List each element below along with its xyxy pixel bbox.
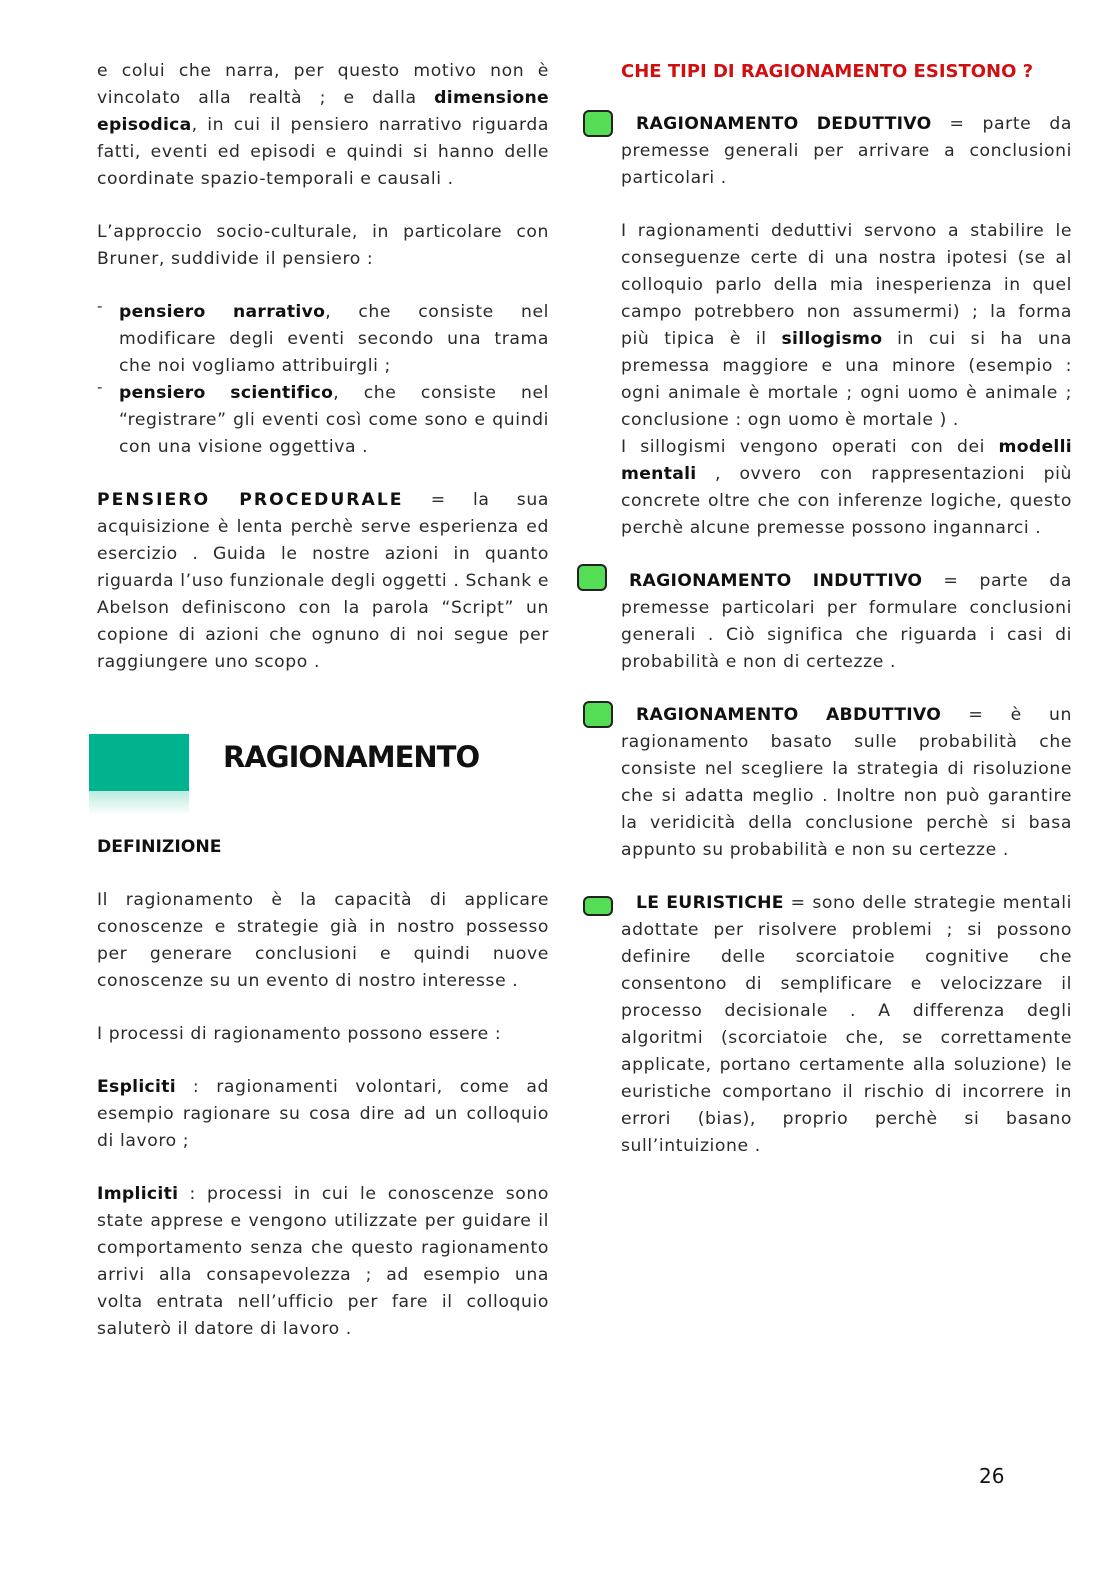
keyword: pensiero narrativo bbox=[119, 302, 326, 322]
paragraph-definition: Il ragionamento è la capacità di applicare conoscenze e strategie già in nostro possesso per generare conclusioni e quindi nuove conoscenze su un evento di nostro interesse . bbox=[97, 890, 549, 991]
text: in cui si ha una premessa maggiore e una minore (esempio : ogni animale è mortale ; ogni uomo è animale ; conclusione : ogn uomo è mortale ) . bbox=[621, 329, 1073, 430]
keyword: dimensione episodica bbox=[97, 88, 549, 135]
item-deduttivo bbox=[621, 111, 1072, 192]
keyword: RAGIONAMENTO ABDUTTIVO bbox=[636, 705, 942, 725]
text: = parte da premesse particolari per formulare conclusioni generali . Ciò significa che riguarda i casi di probabilità e non di certezze . bbox=[621, 571, 1072, 672]
item-euristiche bbox=[621, 890, 1072, 1160]
paragraph-processi: I processi di ragionamento possono essere : bbox=[97, 1024, 502, 1044]
keyword: RAGIONAMENTO INDUTTIVO bbox=[629, 571, 923, 591]
paragraph-bruner: L’approccio socio-culturale, in particolare con Bruner, suddivide il pensiero : bbox=[97, 222, 549, 269]
thought-types-list bbox=[97, 299, 549, 461]
keyword: pensiero scientifico bbox=[119, 383, 334, 403]
paragraph-narrative-episodic bbox=[97, 58, 549, 193]
right-heading: CHE TIPI DI RAGIONAMENTO ESISTONO ? bbox=[621, 61, 1034, 82]
text: = la sua acquisizione è lenta perchè serve esperienza ed esercizio . Guida le nostre azioni in quanto riguarda l’uso funzionale degli oggetti . Schank e Abelson definiscono con la parola “Script” un copione di azioni che ognuno di noi segue per raggiungere uno scopo . bbox=[97, 490, 549, 672]
item-abduttivo bbox=[621, 702, 1072, 864]
section-header bbox=[89, 734, 549, 822]
text: = parte da premesse generali per arrivare a conclusioni particolari . bbox=[621, 114, 1072, 188]
paragraph-deduttivo-detail bbox=[621, 218, 1072, 434]
text: , ovvero con rappresentazioni più concrete oltre che con inferenze logiche, questo perchè alcune premesse possono ingannarci . bbox=[621, 464, 1072, 538]
keyword: Espliciti bbox=[97, 1077, 176, 1097]
green-square-bullet-icon bbox=[577, 564, 607, 591]
paragraph-procedurale bbox=[97, 487, 549, 676]
keyword: Impliciti bbox=[97, 1184, 179, 1204]
keyword: modelli mentali bbox=[621, 437, 1072, 484]
text: , che consiste nel modificare degli eventi secondo una trama che noi vogliamo attribuirgli ; bbox=[119, 302, 550, 376]
section-color-block bbox=[89, 734, 189, 791]
induttivo-text bbox=[621, 568, 1072, 676]
right-column bbox=[621, 58, 1072, 1160]
deduttivo-text bbox=[621, 111, 1072, 192]
paragraph-sillogismi bbox=[621, 434, 1072, 542]
definizione-heading: DEFINIZIONE bbox=[97, 837, 222, 857]
left-column bbox=[97, 58, 549, 1343]
text: , che consiste nel “registrare” gli eventi così come sono e quindi con una visione oggettiva . bbox=[119, 383, 550, 457]
item-induttivo bbox=[621, 568, 1072, 676]
green-square-bullet-icon bbox=[583, 896, 613, 916]
text: : processi in cui le conoscenze sono state apprese e vengono utilizzate per guidare il comportamento senza che questo ragionamento arrivi alla consapevolezza ; ad esempio una volta entrata nell’ufficio per fare il colloquio saluterò il datore di lavoro . bbox=[97, 1184, 549, 1339]
text: = è un ragionamento basato sulle probabilità che consiste nel scegliere la strategia di risoluzione che si adatta meglio . Inoltre non può garantire la veridicità della conclusione perchè si basa appunto su probabilità e non su certezze . bbox=[621, 705, 1072, 860]
section-shadow bbox=[89, 791, 189, 815]
keyword: sillogismo bbox=[781, 329, 883, 349]
text: I sillogismi vengono operati con dei bbox=[621, 437, 999, 457]
keyword: RAGIONAMENTO DEDUTTIVO bbox=[636, 114, 932, 134]
list-item bbox=[97, 380, 549, 461]
keyword: LE EURISTICHE bbox=[636, 893, 784, 913]
text: , in cui il pensiero narrativo riguarda fatti, eventi ed episodi e quindi si hanno delle coordinate spazio-temporali e causali . bbox=[97, 115, 549, 189]
list-item bbox=[97, 299, 549, 380]
page-number: 26 bbox=[979, 1464, 1005, 1488]
abduttivo-text bbox=[621, 702, 1072, 864]
text: : ragionamenti volontari, come ad esempio ragionare su cosa dire ad un colloquio di lavoro ; bbox=[97, 1077, 549, 1151]
paragraph-espliciti bbox=[97, 1074, 549, 1155]
green-square-bullet-icon bbox=[583, 701, 613, 728]
text: I ragionamenti deduttivi servono a stabilire le conseguenze certe di una nostra ipotesi (se al colloquio parlo della mia inesperienza in quel campo potrebbero non assumermi) ; la forma più tipica è il bbox=[621, 221, 1072, 349]
text: = sono delle strategie mentali adottate per risolvere problemi ; si possono definire delle scorciatoie cognitive che consentono di semplificare e velocizzare il processo decisionale . A differenza degli algoritmi (scorciatoie che, se correttamente applicate, portano certamente alla soluzione) le euristiche comportano il rischio di incorrere in errori (bias), proprio perchè si basano sull’intuizione . bbox=[621, 893, 1072, 1156]
paragraph-impliciti bbox=[97, 1181, 549, 1343]
euristiche-text bbox=[621, 890, 1072, 1160]
green-square-bullet-icon bbox=[583, 110, 613, 137]
procedurale-title: PENSIERO PROCEDURALE bbox=[97, 490, 404, 510]
text: e colui che narra, per questo motivo non è vincolato alla realtà ; e dalla bbox=[97, 61, 549, 108]
section-title: RAGIONAMENTO bbox=[223, 740, 480, 774]
